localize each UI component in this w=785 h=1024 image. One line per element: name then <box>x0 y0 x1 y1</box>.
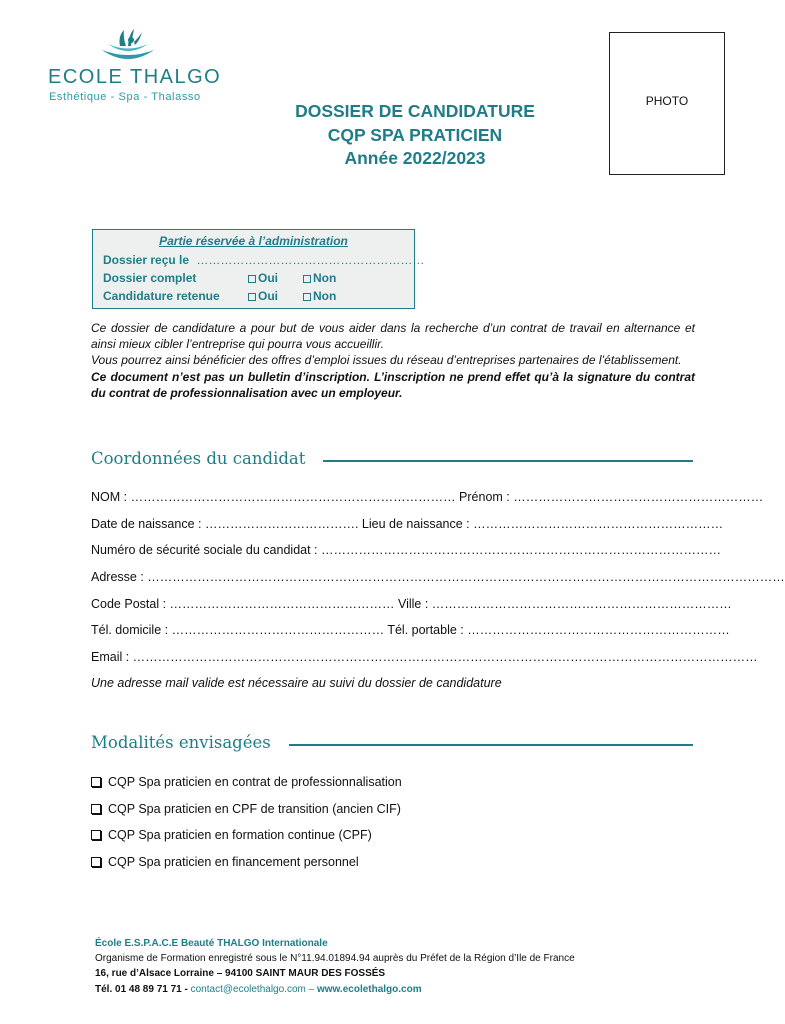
title-line-1: DOSSIER DE CANDIDATURE <box>295 101 535 121</box>
footer-contact <box>95 982 575 997</box>
admin-retenue-non[interactable] <box>303 289 336 303</box>
field-email[interactable]: Email : …………………………………………………………………………………………………………………………………… <box>91 650 758 664</box>
admin-complet-non[interactable] <box>303 271 336 285</box>
section-coordonnees <box>91 449 693 473</box>
checkbox-icon[interactable] <box>91 804 101 814</box>
field-cp-ville[interactable]: Code Postal : ……………………………………………… Ville : ……………………………………………………………… <box>91 597 732 611</box>
checkbox-icon[interactable] <box>91 857 101 867</box>
checkbox-icon[interactable] <box>91 830 101 840</box>
non-label: Non <box>313 271 337 285</box>
oui-label: Oui <box>258 289 278 303</box>
title-line-2: CQP SPA PRATICIEN <box>327 124 503 145</box>
option-formation-continue[interactable] <box>91 828 372 842</box>
admin-recu-dots: ………………………………………………… <box>196 253 425 267</box>
section-rule <box>323 460 693 462</box>
footer-school: École E.S.P.A.C.E Beauté THALGO Internationale <box>95 938 328 949</box>
admin-recu-row <box>103 253 424 267</box>
admin-retenue-oui[interactable] <box>248 289 278 303</box>
footer <box>95 936 575 997</box>
field-secu[interactable]: Numéro de sécurité sociale du candidat : …………………………………………………………………………………… <box>91 543 721 557</box>
checkbox-icon <box>248 275 256 283</box>
footer-address: 16, rue d’Alsace Lorraine – 94100 SAINT MAUR DES FOSSÉS <box>95 968 386 980</box>
option-label: CQP Spa praticien en contrat de professionnalisation <box>108 775 402 789</box>
title-line-3: Année 2022/2023 <box>344 148 486 168</box>
field-telephones[interactable]: Tél. domicile : …………………………………………… Tél. portable : ……………………………………………………… <box>91 623 730 637</box>
admin-complet-oui[interactable] <box>248 271 278 285</box>
lotus-logo-icon <box>98 28 158 64</box>
footer-website-link[interactable]: www.ecolethalgo.com <box>316 983 422 995</box>
intro-text <box>91 320 695 401</box>
intro-paragraph-1: Ce dossier de candidature a pour but de vous aider dans la recherche d’un contrat de travail en alternance et ainsi mieux cibler l’entreprise qui pourra vous accueillir. <box>91 321 695 352</box>
footer-phone: Tél. 01 48 89 71 71 - <box>95 983 188 995</box>
section-modalites <box>91 733 693 757</box>
field-adresse[interactable]: Adresse : ……………………………………………………………………………………………………………………………………… <box>91 570 785 584</box>
checkbox-icon[interactable] <box>91 777 101 787</box>
option-label: CQP Spa praticien en financement personnel <box>108 855 359 869</box>
logo-tagline: Esthétique - Spa - Thalasso <box>49 91 201 103</box>
admin-complet-label: Dossier complet <box>103 271 197 285</box>
footer-email-link[interactable]: contact@ecolethalgo.com <box>190 983 306 995</box>
option-financement-personnel[interactable] <box>91 855 359 869</box>
checkbox-icon <box>248 293 256 301</box>
document-title <box>250 100 580 171</box>
photo-box[interactable] <box>609 32 725 175</box>
email-note: Une adresse mail valide est nécessaire au suivi du dossier de candidature <box>91 676 502 690</box>
school-logo <box>48 28 222 106</box>
intro-paragraph-3: Ce document n’est pas un bulletin d’inscription. L’inscription ne prend effet qu’à la signature du contrat du contrat de professionnalisation avec un employeur. <box>91 369 695 400</box>
checkbox-icon <box>303 275 311 283</box>
logo-name: ECOLE THALGO <box>48 66 222 88</box>
photo-label: PHOTO <box>645 94 689 108</box>
admin-title: Partie réservée à l’administration <box>159 234 348 248</box>
oui-label: Oui <box>258 271 278 285</box>
section-rule <box>289 744 693 746</box>
option-cpf-transition[interactable] <box>91 802 401 816</box>
option-label: CQP Spa praticien en CPF de transition (ancien CIF) <box>108 802 401 816</box>
admin-recu-label: Dossier reçu le <box>103 253 190 267</box>
field-naissance[interactable]: Date de naissance : ………………………………. Lieu de naissance : …………………………………………………… <box>91 517 724 531</box>
admin-box <box>92 229 425 309</box>
checkbox-icon <box>303 293 311 301</box>
admin-retenue-label: Candidature retenue <box>103 289 220 303</box>
footer-separator: – <box>308 983 315 995</box>
non-label: Non <box>313 289 337 303</box>
field-nom-prenom[interactable]: NOM : …………………………………………………………………… Prénom : …………………………………………………… <box>91 490 764 504</box>
intro-paragraph-2: Vous pourrez ainsi bénéficier des offres d’emploi issues du réseau d’entreprises partenaires de l’établissement. <box>91 353 682 368</box>
section-title: Modalités envisagées <box>91 733 279 752</box>
footer-registration: Organisme de Formation enregistré sous le N°11.94.01894.94 auprès du Préfet de la Région d’Ile de France <box>95 953 575 965</box>
option-label: CQP Spa praticien en formation continue (CPF) <box>108 828 372 842</box>
option-contrat-pro[interactable] <box>91 775 402 789</box>
section-title: Coordonnées du candidat <box>91 449 313 468</box>
